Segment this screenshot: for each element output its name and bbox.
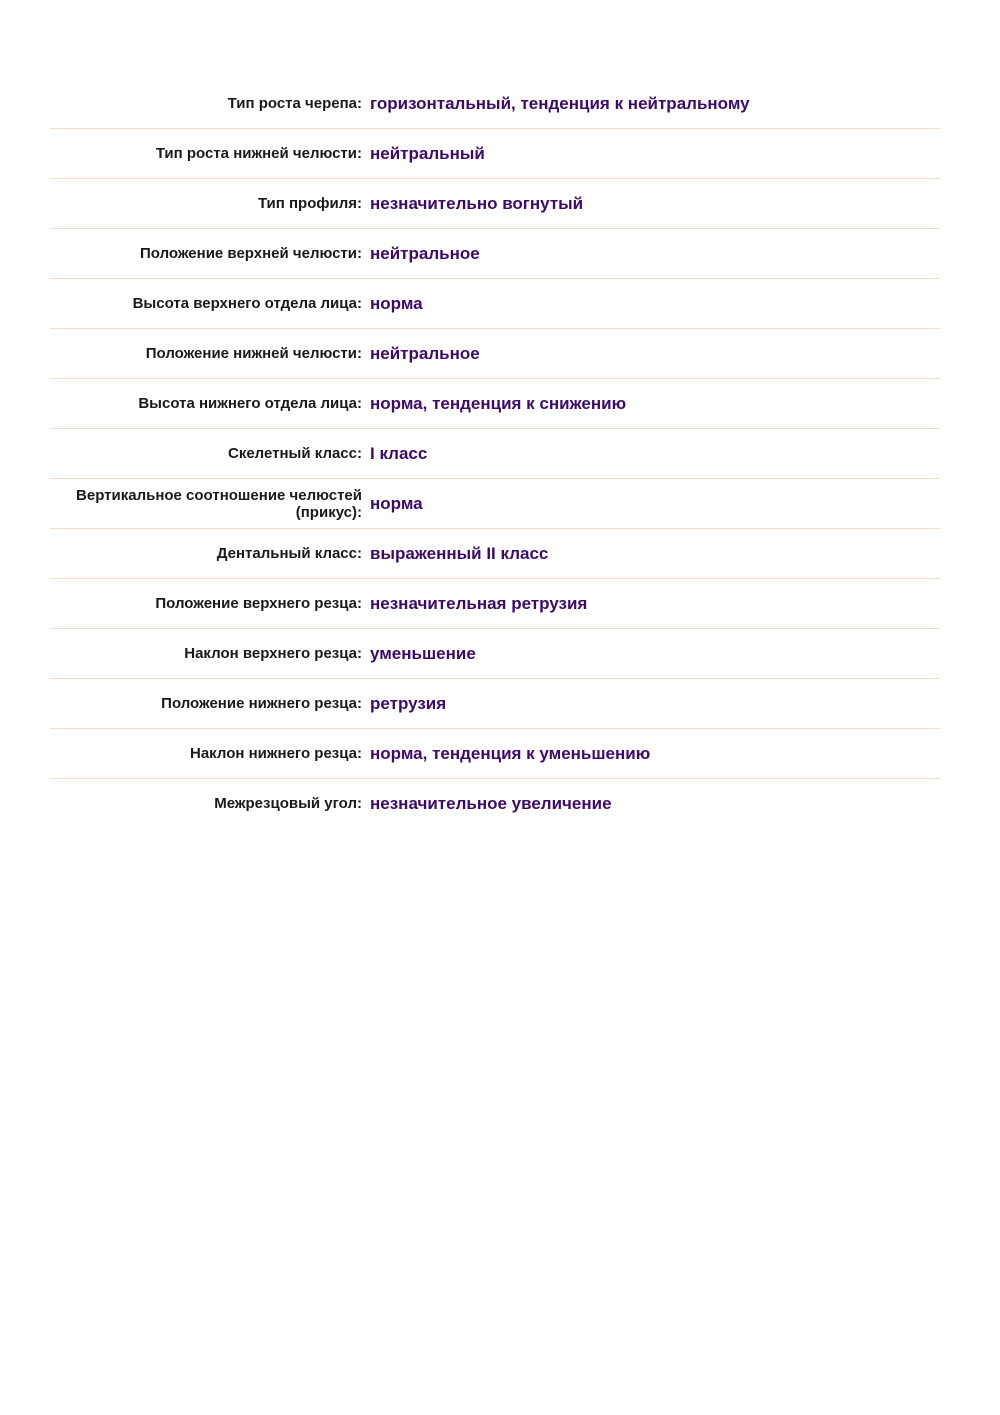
cephalometric-summary-table (50, 79, 940, 828)
row-value: нейтральный (370, 143, 485, 163)
row-label: Положение верхнего резца: (155, 595, 362, 612)
table-row (50, 429, 940, 479)
table-row (50, 129, 940, 179)
row-value: выраженный II класс (370, 543, 549, 563)
table-row (50, 79, 940, 129)
row-value: норма (370, 293, 423, 313)
row-value: уменьшение (370, 643, 476, 663)
row-label: Высота нижнего отдела лица: (138, 395, 362, 412)
table-row (50, 629, 940, 679)
table-row (50, 379, 940, 429)
row-value: нейтральное (370, 243, 480, 263)
row-label: Наклон верхнего резца: (184, 645, 362, 662)
table-row (50, 729, 940, 779)
row-label: Тип роста черепа: (227, 95, 362, 112)
row-value: ретрузия (370, 693, 447, 713)
row-value: незначительная ретрузия (370, 593, 588, 613)
row-label: Вертикальное соотношение челюстей (прикус): (76, 486, 362, 521)
table-row (50, 579, 940, 629)
row-value: нейтральное (370, 343, 480, 363)
row-label: Межрезцовый угол: (214, 795, 362, 812)
row-label: Дентальный класс: (216, 545, 362, 562)
row-label: Наклон нижнего резца: (190, 745, 362, 762)
row-label: Тип роста нижней челюсти: (155, 145, 362, 162)
table-row (50, 779, 940, 828)
table-row (50, 329, 940, 379)
row-label: Положение верхней челюсти: (140, 245, 362, 262)
row-label: Положение нижней челюсти: (145, 345, 362, 362)
row-value: норма, тенденция к снижению (370, 393, 627, 413)
row-value: норма (370, 493, 423, 513)
row-label: Высота верхнего отдела лица: (132, 295, 362, 312)
table-row (50, 479, 940, 529)
table-row (50, 179, 940, 229)
row-value: норма, тенденция к уменьшению (370, 743, 651, 763)
row-value: незначительное увеличение (370, 793, 612, 813)
table-row (50, 529, 940, 579)
row-value: горизонтальный, тенденция к нейтральному (370, 93, 750, 113)
table-row (50, 679, 940, 729)
row-value: I класс (370, 443, 428, 463)
row-value: незначительно вогнутый (370, 193, 584, 213)
row-label: Скелетный класс: (227, 445, 362, 462)
table-row (50, 229, 940, 279)
row-label: Тип профиля: (257, 195, 362, 212)
table-row (50, 279, 940, 329)
row-label: Положение нижнего резца: (161, 695, 362, 712)
